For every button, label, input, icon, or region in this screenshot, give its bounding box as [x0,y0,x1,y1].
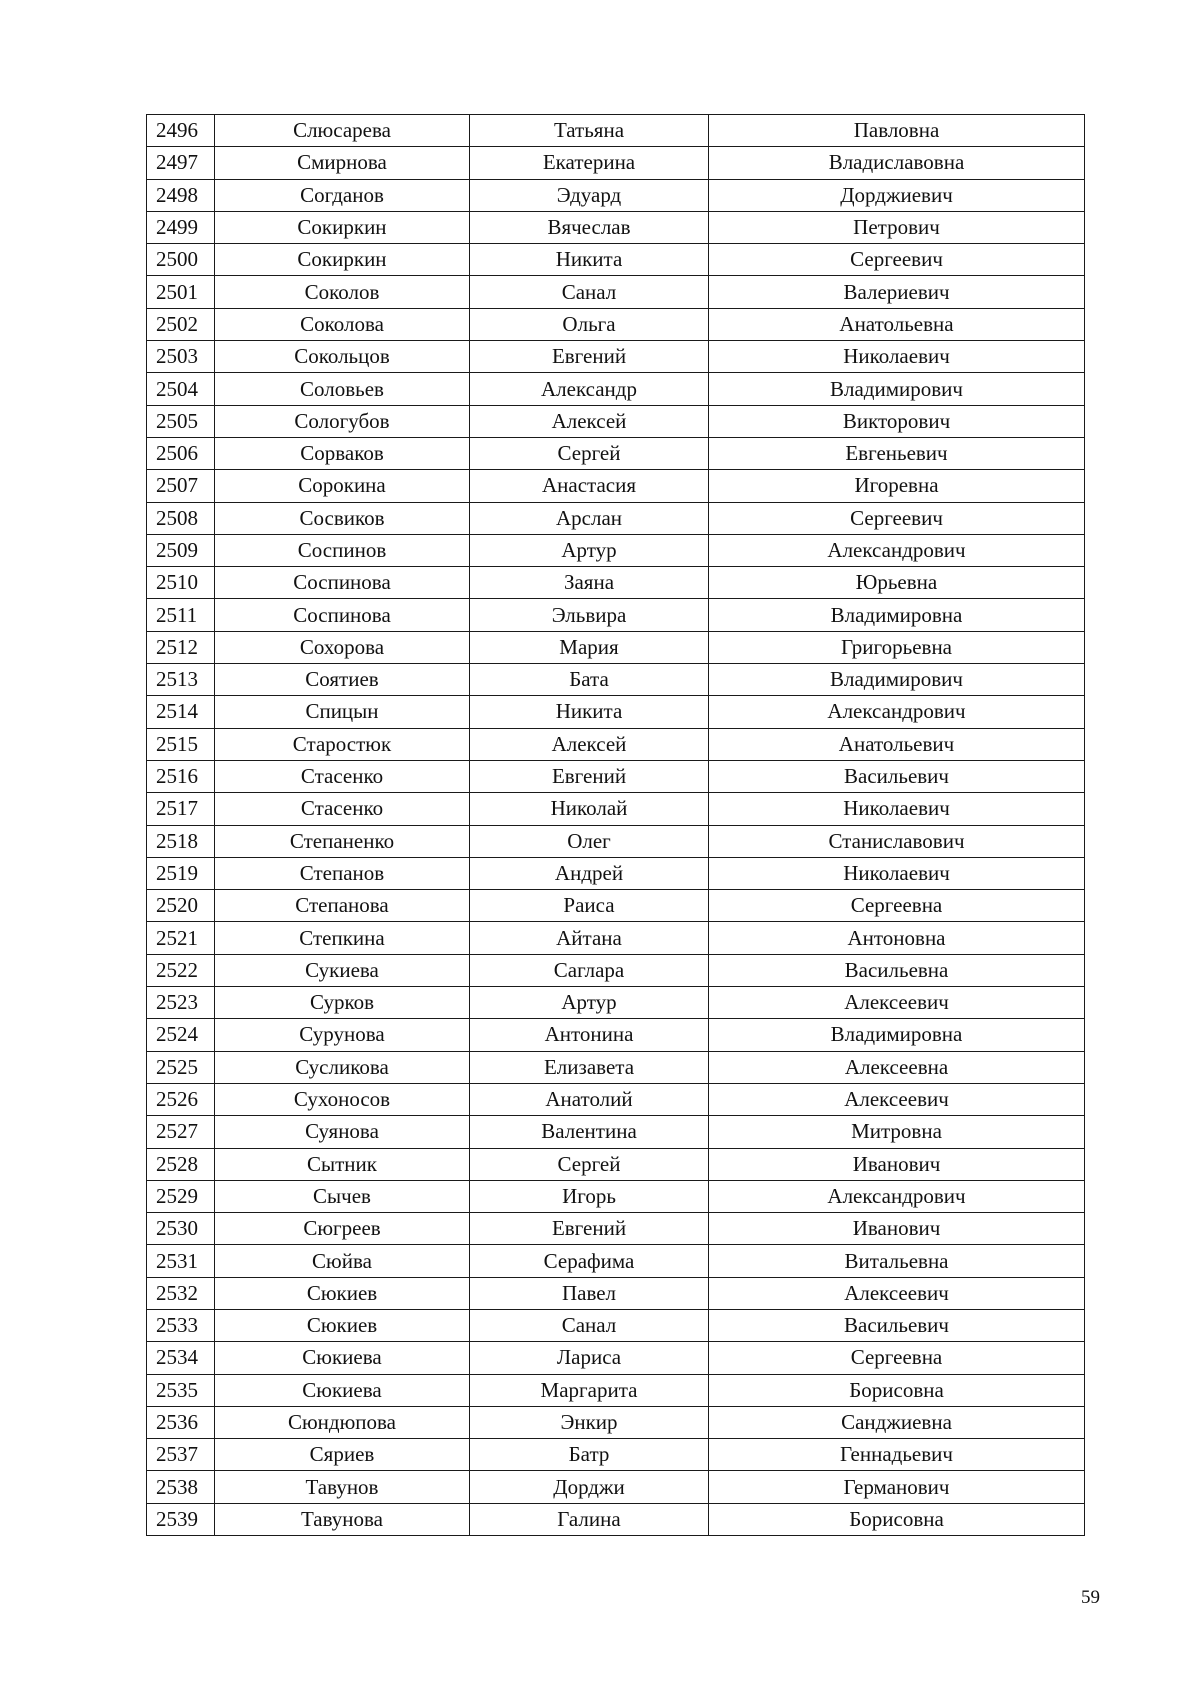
row-number-cell: 2505 [147,405,215,437]
table-row [147,1051,1085,1083]
table-row [147,1245,1085,1277]
table-row [147,922,1085,954]
first-name-cell: Екатерина [470,147,709,179]
first-name-cell: Санал [470,1309,709,1341]
patronymic-cell: Васильевич [709,760,1085,792]
table-row [147,1083,1085,1115]
surname-cell: Смирнова [215,147,470,179]
table-row [147,341,1085,373]
surname-cell: Сюгреев [215,1213,470,1245]
surname-cell: Сяриев [215,1439,470,1471]
first-name-cell: Алексей [470,728,709,760]
surname-cell: Сюндюпова [215,1406,470,1438]
patronymic-cell: Валериевич [709,276,1085,308]
row-number-cell: 2520 [147,890,215,922]
name-list-table [146,114,1085,1536]
surname-cell: Сохорова [215,631,470,663]
surname-cell: Сюйва [215,1245,470,1277]
surname-cell: Суянова [215,1116,470,1148]
first-name-cell: Санал [470,276,709,308]
first-name-cell: Бата [470,664,709,696]
table-row [147,987,1085,1019]
table-row [147,534,1085,566]
first-name-cell: Маргарита [470,1374,709,1406]
surname-cell: Сюкиева [215,1342,470,1374]
patronymic-cell: Евгеньевич [709,437,1085,469]
row-number-cell: 2513 [147,664,215,696]
table-row [147,664,1085,696]
first-name-cell: Галина [470,1503,709,1535]
row-number-cell: 2530 [147,1213,215,1245]
patronymic-cell: Анатольевна [709,308,1085,340]
surname-cell: Соспинова [215,599,470,631]
surname-cell: Степанов [215,857,470,889]
table-row [147,599,1085,631]
surname-cell: Слюсарева [215,115,470,147]
surname-cell: Сюкиев [215,1277,470,1309]
surname-cell: Согданов [215,179,470,211]
first-name-cell: Энкир [470,1406,709,1438]
row-number-cell: 2510 [147,567,215,599]
patronymic-cell: Алексеевна [709,1051,1085,1083]
first-name-cell: Мария [470,631,709,663]
patronymic-cell: Павловна [709,115,1085,147]
row-number-cell: 2511 [147,599,215,631]
surname-cell: Соспинов [215,534,470,566]
table-row [147,567,1085,599]
patronymic-cell: Александрович [709,1180,1085,1212]
row-number-cell: 2515 [147,728,215,760]
row-number-cell: 2504 [147,373,215,405]
table-row [147,760,1085,792]
surname-cell: Сокиркин [215,211,470,243]
patronymic-cell: Сергеевна [709,890,1085,922]
first-name-cell: Эльвира [470,599,709,631]
first-name-cell: Евгений [470,341,709,373]
table-row [147,857,1085,889]
patronymic-cell: Владимировна [709,599,1085,631]
row-number-cell: 2536 [147,1406,215,1438]
table-row [147,502,1085,534]
table-row [147,1213,1085,1245]
first-name-cell: Дорджи [470,1471,709,1503]
surname-cell: Сытник [215,1148,470,1180]
table-row [147,1180,1085,1212]
patronymic-cell: Дорджиевич [709,179,1085,211]
first-name-cell: Серафима [470,1245,709,1277]
table-row [147,308,1085,340]
surname-cell: Сорокина [215,470,470,502]
table-row [147,179,1085,211]
row-number-cell: 2514 [147,696,215,728]
patronymic-cell: Станиславович [709,825,1085,857]
first-name-cell: Олег [470,825,709,857]
patronymic-cell: Сергеевна [709,1342,1085,1374]
row-number-cell: 2532 [147,1277,215,1309]
first-name-cell: Сергей [470,1148,709,1180]
surname-cell: Сюкиева [215,1374,470,1406]
table-row [147,147,1085,179]
row-number-cell: 2522 [147,954,215,986]
first-name-cell: Арслан [470,502,709,534]
table-row [147,1342,1085,1374]
patronymic-cell: Николаевич [709,857,1085,889]
row-number-cell: 2526 [147,1083,215,1115]
first-name-cell: Эдуард [470,179,709,211]
page-number: 59 [1081,1587,1100,1608]
row-number-cell: 2500 [147,244,215,276]
surname-cell: Сорваков [215,437,470,469]
surname-cell: Сухоносов [215,1083,470,1115]
row-number-cell: 2509 [147,534,215,566]
surname-cell: Старостюк [215,728,470,760]
patronymic-cell: Игоревна [709,470,1085,502]
first-name-cell: Евгений [470,760,709,792]
row-number-cell: 2534 [147,1342,215,1374]
row-number-cell: 2538 [147,1471,215,1503]
patronymic-cell: Анатольевич [709,728,1085,760]
table-row [147,631,1085,663]
table-row [147,1439,1085,1471]
patronymic-cell: Викторович [709,405,1085,437]
patronymic-cell: Владимирович [709,664,1085,696]
surname-cell: Стасенко [215,793,470,825]
row-number-cell: 2533 [147,1309,215,1341]
table-row [147,437,1085,469]
table-row [147,211,1085,243]
surname-cell: Стасенко [215,760,470,792]
row-number-cell: 2531 [147,1245,215,1277]
first-name-cell: Татьяна [470,115,709,147]
row-number-cell: 2496 [147,115,215,147]
table-row [147,373,1085,405]
surname-cell: Соловьев [215,373,470,405]
first-name-cell: Антонина [470,1019,709,1051]
row-number-cell: 2535 [147,1374,215,1406]
surname-cell: Сологубов [215,405,470,437]
row-number-cell: 2506 [147,437,215,469]
patronymic-cell: Васильевич [709,1309,1085,1341]
table-row [147,470,1085,502]
patronymic-cell: Иванович [709,1148,1085,1180]
patronymic-cell: Борисовна [709,1503,1085,1535]
surname-cell: Сурков [215,987,470,1019]
first-name-cell: Елизавета [470,1051,709,1083]
first-name-cell: Раиса [470,890,709,922]
first-name-cell: Николай [470,793,709,825]
surname-cell: Соспинова [215,567,470,599]
row-number-cell: 2525 [147,1051,215,1083]
row-number-cell: 2497 [147,147,215,179]
first-name-cell: Вячеслав [470,211,709,243]
first-name-cell: Павел [470,1277,709,1309]
surname-cell: Степанова [215,890,470,922]
row-number-cell: 2539 [147,1503,215,1535]
table-row [147,728,1085,760]
row-number-cell: 2502 [147,308,215,340]
first-name-cell: Алексей [470,405,709,437]
first-name-cell: Лариса [470,1342,709,1374]
patronymic-cell: Антоновна [709,922,1085,954]
patronymic-cell: Александрович [709,696,1085,728]
row-number-cell: 2508 [147,502,215,534]
first-name-cell: Игорь [470,1180,709,1212]
first-name-cell: Саглара [470,954,709,986]
patronymic-cell: Николаевич [709,793,1085,825]
table-row [147,1148,1085,1180]
first-name-cell: Ольга [470,308,709,340]
first-name-cell: Артур [470,534,709,566]
patronymic-cell: Николаевич [709,341,1085,373]
table-row [147,244,1085,276]
patronymic-cell: Александрович [709,534,1085,566]
row-number-cell: 2537 [147,1439,215,1471]
patronymic-cell: Алексеевич [709,1083,1085,1115]
row-number-cell: 2524 [147,1019,215,1051]
first-name-cell: Артур [470,987,709,1019]
table-row [147,890,1085,922]
surname-cell: Сосвиков [215,502,470,534]
row-number-cell: 2498 [147,179,215,211]
surname-cell: Сусликова [215,1051,470,1083]
name-list-body [147,115,1085,1536]
first-name-cell: Батр [470,1439,709,1471]
row-number-cell: 2529 [147,1180,215,1212]
table-row [147,825,1085,857]
row-number-cell: 2528 [147,1148,215,1180]
table-row [147,696,1085,728]
surname-cell: Сокиркин [215,244,470,276]
table-row [147,1116,1085,1148]
table-row [147,1019,1085,1051]
surname-cell: Сукиева [215,954,470,986]
table-row [147,954,1085,986]
table-row [147,1309,1085,1341]
patronymic-cell: Владимирович [709,373,1085,405]
first-name-cell: Андрей [470,857,709,889]
patronymic-cell: Германович [709,1471,1085,1503]
first-name-cell: Анатолий [470,1083,709,1115]
row-number-cell: 2518 [147,825,215,857]
row-number-cell: 2517 [147,793,215,825]
surname-cell: Сюкиев [215,1309,470,1341]
first-name-cell: Айтана [470,922,709,954]
row-number-cell: 2523 [147,987,215,1019]
row-number-cell: 2503 [147,341,215,373]
patronymic-cell: Владиславовна [709,147,1085,179]
surname-cell: Сурунова [215,1019,470,1051]
first-name-cell: Сергей [470,437,709,469]
table-row [147,1277,1085,1309]
patronymic-cell: Владимировна [709,1019,1085,1051]
row-number-cell: 2499 [147,211,215,243]
row-number-cell: 2519 [147,857,215,889]
row-number-cell: 2521 [147,922,215,954]
table-row [147,115,1085,147]
patronymic-cell: Алексеевич [709,987,1085,1019]
row-number-cell: 2527 [147,1116,215,1148]
surname-cell: Соятиев [215,664,470,696]
first-name-cell: Александр [470,373,709,405]
table-row [147,1471,1085,1503]
patronymic-cell: Григорьевна [709,631,1085,663]
patronymic-cell: Витальевна [709,1245,1085,1277]
surname-cell: Сычев [215,1180,470,1212]
first-name-cell: Евгений [470,1213,709,1245]
row-number-cell: 2501 [147,276,215,308]
surname-cell: Спицын [215,696,470,728]
patronymic-cell: Иванович [709,1213,1085,1245]
surname-cell: Степаненко [215,825,470,857]
table-row [147,1374,1085,1406]
patronymic-cell: Петрович [709,211,1085,243]
first-name-cell: Никита [470,244,709,276]
surname-cell: Степкина [215,922,470,954]
patronymic-cell: Сергеевич [709,244,1085,276]
table-row [147,1503,1085,1535]
surname-cell: Тавунов [215,1471,470,1503]
patronymic-cell: Санджиевна [709,1406,1085,1438]
table-row [147,276,1085,308]
surname-cell: Тавунова [215,1503,470,1535]
patronymic-cell: Васильевна [709,954,1085,986]
surname-cell: Соколова [215,308,470,340]
table-row [147,405,1085,437]
first-name-cell: Анастасия [470,470,709,502]
patronymic-cell: Сергеевич [709,502,1085,534]
first-name-cell: Никита [470,696,709,728]
patronymic-cell: Алексеевич [709,1277,1085,1309]
first-name-cell: Заяна [470,567,709,599]
row-number-cell: 2512 [147,631,215,663]
patronymic-cell: Митровна [709,1116,1085,1148]
surname-cell: Соколов [215,276,470,308]
row-number-cell: 2516 [147,760,215,792]
table-row [147,1406,1085,1438]
patronymic-cell: Геннадьевич [709,1439,1085,1471]
table-row [147,793,1085,825]
row-number-cell: 2507 [147,470,215,502]
first-name-cell: Валентина [470,1116,709,1148]
patronymic-cell: Юрьевна [709,567,1085,599]
surname-cell: Сокольцов [215,341,470,373]
patronymic-cell: Борисовна [709,1374,1085,1406]
